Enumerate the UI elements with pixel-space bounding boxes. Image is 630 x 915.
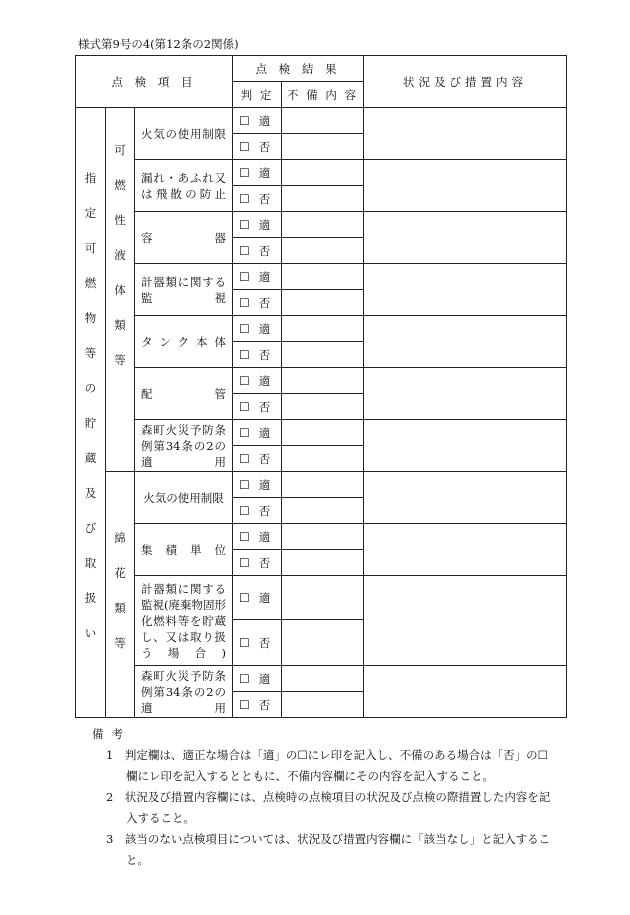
deficiency-cell[interactable]	[282, 550, 364, 576]
category-main: 指 定 可 燃 物 等 の 貯 蔵 及 び 取 扱 い	[76, 108, 106, 718]
status-measures-cell[interactable]	[364, 108, 567, 160]
checkbox-icon[interactable]: ☐	[239, 347, 250, 362]
judgment-ng-checkbox[interactable]	[233, 238, 282, 264]
table-row	[76, 576, 567, 620]
checkbox-icon[interactable]: ☐	[239, 425, 250, 440]
table-row	[76, 666, 567, 692]
subcategory-cotton: 綿 花 類 等	[106, 472, 135, 718]
note-item: 3 該当のない点検項目については、状況及び措置内容欄に「該当なし」と記入すること。	[106, 832, 551, 867]
deficiency-cell[interactable]	[282, 108, 364, 134]
checkbox-icon[interactable]: ☐	[239, 503, 250, 518]
header-inspection-results: 点 検 結 果	[233, 56, 364, 82]
status-measures-cell[interactable]	[364, 264, 567, 316]
judgment-ng-checkbox[interactable]	[233, 342, 282, 368]
header-inspection-items: 点 検 項 目	[76, 56, 233, 108]
ok-label: 適	[258, 590, 271, 605]
judgment-ng-checkbox[interactable]	[233, 186, 282, 212]
ok-label: 適	[258, 671, 271, 686]
judgment-ng-checkbox[interactable]	[233, 620, 282, 666]
checkbox-icon[interactable]: ☐	[239, 139, 250, 154]
inspection-item-label: 計器類に関する監視	[135, 264, 233, 316]
table-row	[76, 472, 567, 498]
ng-label: 否	[258, 295, 271, 310]
judgment-ng-checkbox[interactable]	[233, 394, 282, 420]
deficiency-cell[interactable]	[282, 524, 364, 550]
checkbox-icon[interactable]: ☐	[239, 321, 250, 336]
table-row	[76, 420, 567, 446]
inspection-item-label: 森町火災予防条例第34条の2の適用	[135, 666, 233, 718]
judgment-ng-checkbox[interactable]	[233, 498, 282, 524]
ok-label: 適	[258, 113, 271, 128]
checkbox-icon[interactable]: ☐	[239, 295, 250, 310]
inspection-item-label: 配管	[135, 368, 233, 420]
deficiency-cell[interactable]	[282, 368, 364, 394]
checkbox-icon[interactable]: ☐	[239, 451, 250, 466]
table-row	[76, 524, 567, 550]
judgment-ok-checkbox[interactable]	[233, 472, 282, 498]
judgment-ng-checkbox[interactable]	[233, 692, 282, 718]
checkbox-icon[interactable]: ☐	[239, 373, 250, 388]
checkbox-icon[interactable]: ☐	[239, 477, 250, 492]
notes-title: 備考	[92, 727, 131, 741]
status-measures-cell[interactable]	[364, 316, 567, 368]
inspection-item-label: 火気の使用制限	[135, 108, 233, 160]
judgment-ng-checkbox[interactable]	[233, 290, 282, 316]
table-row	[76, 212, 567, 238]
ok-label: 適	[258, 165, 271, 180]
inspection-item-label: 漏れ・あふれ又は飛散の防止	[135, 160, 233, 212]
inspection-item-label: 容器	[135, 212, 233, 264]
ng-label: 否	[258, 399, 271, 414]
judgment-ok-checkbox[interactable]	[233, 108, 282, 134]
ng-label: 否	[258, 139, 271, 154]
checkbox-icon[interactable]: ☐	[239, 191, 250, 206]
deficiency-cell[interactable]	[282, 446, 364, 472]
judgment-ng-checkbox[interactable]	[233, 446, 282, 472]
deficiency-cell[interactable]	[282, 186, 364, 212]
judgment-ok-checkbox[interactable]	[233, 212, 282, 238]
checkbox-icon[interactable]: ☐	[239, 217, 250, 232]
table-row	[76, 108, 567, 134]
ok-label: 適	[258, 477, 271, 492]
judgment-ok-checkbox[interactable]	[233, 368, 282, 394]
status-measures-cell[interactable]	[364, 576, 567, 666]
header-judgment: 判 定	[233, 82, 282, 108]
ok-label: 適	[258, 269, 271, 284]
checkbox-icon[interactable]: ☐	[239, 165, 250, 180]
deficiency-cell[interactable]	[282, 212, 364, 238]
ng-label: 否	[258, 243, 271, 258]
table-row	[76, 160, 567, 186]
checkbox-icon[interactable]: ☐	[239, 243, 250, 258]
judgment-ok-checkbox[interactable]	[233, 160, 282, 186]
ok-label: 適	[258, 425, 271, 440]
judgment-ok-checkbox[interactable]	[233, 316, 282, 342]
deficiency-cell[interactable]	[282, 264, 364, 290]
inspection-item-label: 森町火災予防条例第34条の2の適用	[135, 420, 233, 472]
ok-label: 適	[258, 373, 271, 388]
deficiency-cell[interactable]	[282, 576, 364, 620]
ng-label: 否	[258, 635, 271, 650]
note-item: 1 判定欄は、適正な場合は「適」の☐にレ印を記入し、不備のある場合は「否」の☐欄にレ印を記入するとともに、不備内容欄にその内容を記入すること。	[106, 748, 548, 783]
ng-label: 否	[258, 503, 271, 518]
deficiency-cell[interactable]	[282, 394, 364, 420]
deficiency-cell[interactable]	[282, 290, 364, 316]
checkbox-icon[interactable]: ☐	[239, 697, 250, 712]
judgment-ng-checkbox[interactable]	[233, 134, 282, 160]
table-row	[76, 368, 567, 394]
status-measures-cell[interactable]	[364, 368, 567, 420]
deficiency-cell[interactable]	[282, 498, 364, 524]
header-status-measures: 状況及び措置内容	[364, 56, 567, 108]
judgment-ok-checkbox[interactable]	[233, 576, 282, 620]
inspection-item-label: タンク本体	[135, 316, 233, 368]
form-title: 様式第9号の4(第12条の2関係)	[78, 37, 239, 51]
judgment-ok-checkbox[interactable]	[233, 666, 282, 692]
deficiency-cell[interactable]	[282, 620, 364, 666]
deficiency-cell[interactable]	[282, 666, 364, 692]
judgment-ok-checkbox[interactable]	[233, 420, 282, 446]
status-measures-cell[interactable]	[364, 524, 567, 576]
deficiency-cell[interactable]	[282, 134, 364, 160]
inspection-item-label: 計器類に関する監視(廃棄物固形化燃料等を貯蔵し、又は取り扱う場合)	[135, 576, 233, 666]
ok-label: 適	[258, 321, 271, 336]
ok-label: 適	[258, 529, 271, 544]
deficiency-cell[interactable]	[282, 238, 364, 264]
ng-label: 否	[258, 347, 271, 362]
notes-section	[92, 724, 552, 871]
table-row	[76, 316, 567, 342]
deficiency-cell[interactable]	[282, 160, 364, 186]
checkbox-icon[interactable]: ☐	[239, 671, 250, 686]
status-measures-cell[interactable]	[364, 666, 567, 718]
checkbox-icon[interactable]: ☐	[239, 399, 250, 414]
deficiency-cell[interactable]	[282, 342, 364, 368]
status-measures-cell[interactable]	[364, 160, 567, 212]
inspection-table	[75, 55, 567, 718]
ng-label: 否	[258, 451, 271, 466]
subcategory-liquids: 可 燃 性 液 体 類 等	[106, 108, 135, 472]
deficiency-cell[interactable]	[282, 472, 364, 498]
inspection-item-label: 火気の使用制限	[135, 472, 233, 524]
header-deficiency: 不 備 内 容	[282, 82, 364, 108]
deficiency-cell[interactable]	[282, 692, 364, 718]
checkbox-icon[interactable]: ☐	[239, 635, 250, 650]
checkbox-icon[interactable]: ☐	[239, 590, 250, 605]
checkbox-icon[interactable]: ☐	[239, 269, 250, 284]
checkbox-icon[interactable]: ☐	[239, 555, 250, 570]
deficiency-cell[interactable]	[282, 420, 364, 446]
note-item: 2 状況及び措置内容欄には、点検時の点検項目の状況及び点検の際措置した内容を記入すること。	[106, 790, 551, 825]
status-measures-cell[interactable]	[364, 212, 567, 264]
ng-label: 否	[258, 555, 271, 570]
checkbox-icon[interactable]: ☐	[239, 113, 250, 128]
deficiency-cell[interactable]	[282, 316, 364, 342]
judgment-ok-checkbox[interactable]	[233, 264, 282, 290]
status-measures-cell[interactable]	[364, 472, 567, 524]
inspection-item-label: 集積単位	[135, 524, 233, 576]
checkbox-icon[interactable]: ☐	[239, 529, 250, 544]
table-row	[76, 264, 567, 290]
ok-label: 適	[258, 217, 271, 232]
judgment-ok-checkbox[interactable]	[233, 524, 282, 550]
ng-label: 否	[258, 697, 271, 712]
judgment-ng-checkbox[interactable]	[233, 550, 282, 576]
status-measures-cell[interactable]	[364, 420, 567, 472]
ng-label: 否	[258, 191, 271, 206]
